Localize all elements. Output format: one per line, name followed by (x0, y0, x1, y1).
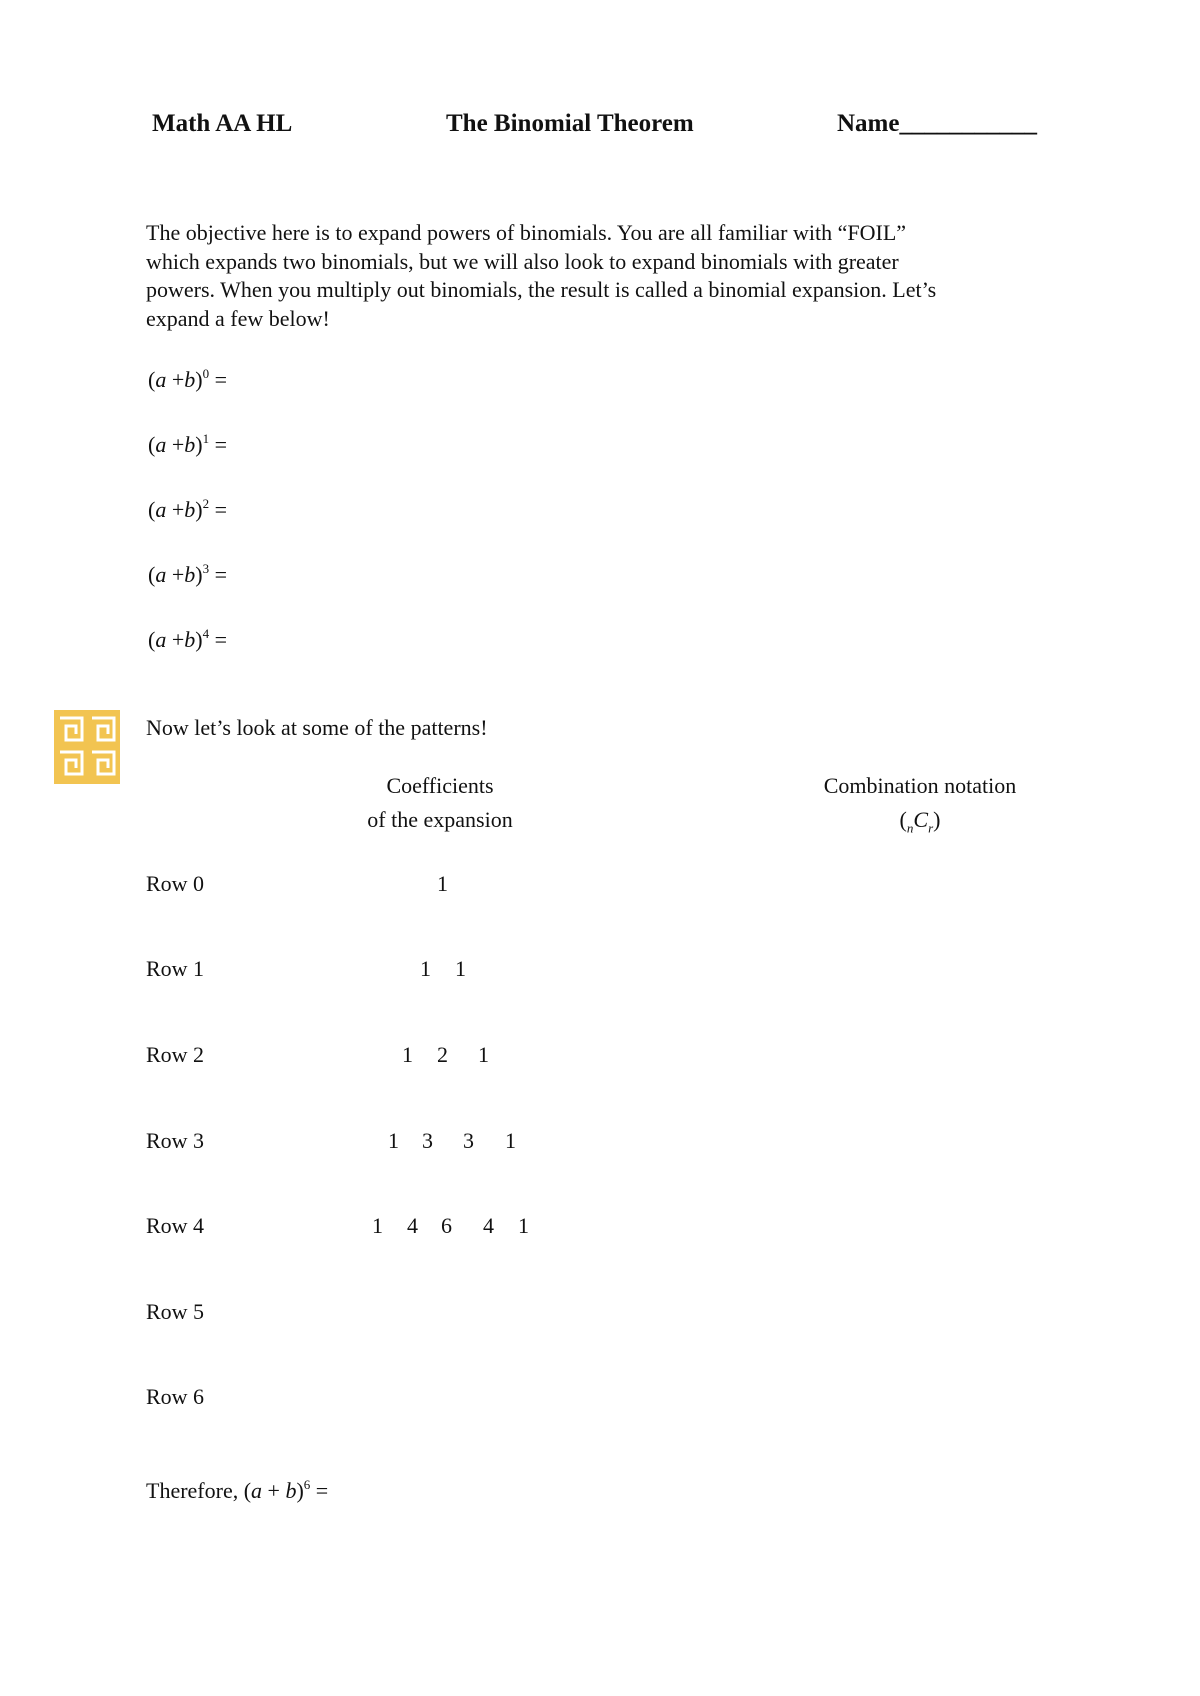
coefficient: 1 (518, 1213, 529, 1238)
name-field[interactable] (837, 110, 1037, 138)
intro-line: powers. When you multiply out binomials, the result is called a binomial expansion. Let’s (146, 277, 937, 302)
patterns-intro: Now let’s look at some of the patterns! (146, 715, 488, 740)
row-label: Row 2 (146, 1042, 205, 1067)
coefficient: 1 (402, 1042, 413, 1067)
row-label: Row 1 (146, 956, 205, 981)
expansion-1: $(a +b)^1$ = (148, 431, 227, 457)
greek-key-logo-icon (54, 710, 120, 784)
coefficients-header: Coefficients of the expansion (367, 773, 513, 832)
page-title: The Binomial Theorem (446, 110, 694, 137)
coefficient: 1 (388, 1128, 399, 1153)
coefficient: 1 (455, 956, 466, 981)
course-title: Math AA HL (152, 110, 293, 137)
combination-header: Combination notation $(_nC_r)$ (780, 769, 1060, 845)
coefficient: 1 (372, 1213, 383, 1238)
therefore-line: Therefore, $(a + b)^6$ = (146, 1477, 329, 1503)
intro-paragraph (146, 219, 936, 333)
coefficient: 1 (505, 1128, 516, 1153)
row-label: Row 3 (146, 1128, 205, 1153)
coefficient: 3 (463, 1128, 474, 1153)
coefficient: 1 (478, 1042, 489, 1067)
expansion-3: $(a +b)^3$ = (148, 561, 227, 587)
row-label: Row 0 (146, 871, 205, 896)
expansion-4: $(a +b)^4$ = (148, 626, 227, 652)
therefore-label: Therefore, (146, 1478, 239, 1503)
coefficient: 6 (441, 1213, 452, 1238)
row-label: Row 5 (146, 1299, 205, 1324)
combination-notation: $(_nC_r)$ (899, 807, 941, 836)
row-label: Row 6 (146, 1384, 205, 1409)
intro-line: expand a few below! (146, 305, 330, 331)
coefficient: 3 (422, 1128, 433, 1153)
expansion-2: $(a +b)^2$ = (148, 496, 227, 522)
name-blank: ___________ (899, 110, 1037, 137)
coefficient: 1 (437, 871, 448, 896)
intro-line: which expands two binomials, but we will also look to expand binomials with greater (146, 248, 899, 274)
intro-line: The objective here is to expand powers of binomials. You are all familiar with “FOIL” (146, 220, 907, 245)
coefficient: 2 (437, 1042, 448, 1067)
coefficient: 1 (420, 956, 431, 981)
row-label: Row 4 (146, 1213, 205, 1238)
expansion-0: $(a +b)^0$ = (148, 366, 227, 392)
name-label: Name (837, 110, 900, 137)
coefficient: 4 (483, 1213, 494, 1238)
coefficient: 4 (407, 1213, 418, 1238)
